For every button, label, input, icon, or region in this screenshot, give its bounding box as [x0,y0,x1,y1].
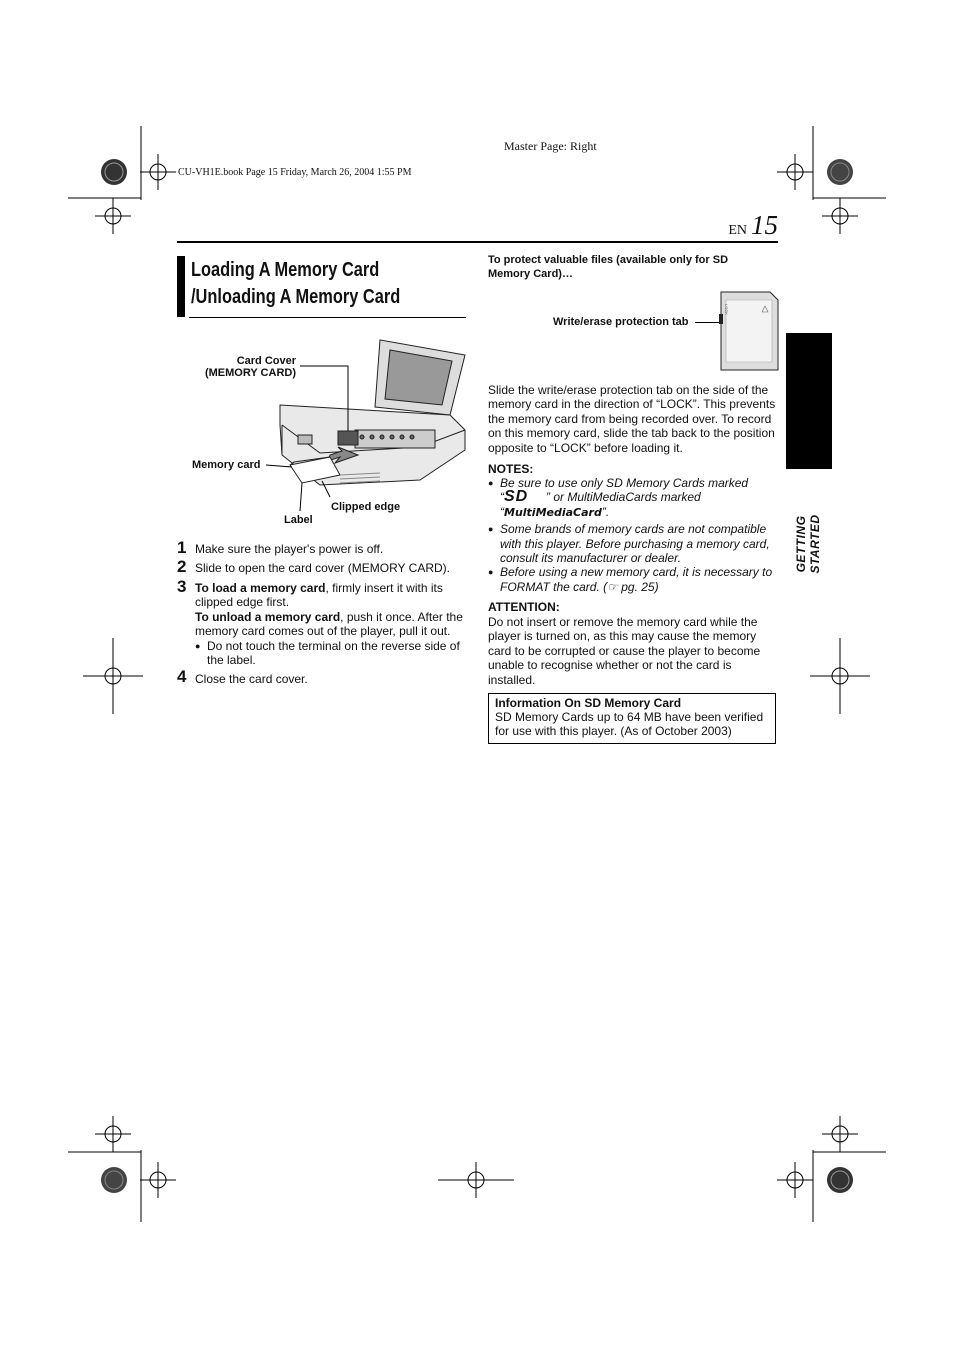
step-3-text [195,581,470,667]
attention-heading: ATTENTION: [488,600,560,614]
page-number: 15 [751,210,778,240]
step-3-unload-bold: To unload a memory card [195,609,341,624]
page-title [191,257,400,311]
sd-logo: SD [504,488,529,506]
master-page-label: Master Page: Right [504,139,597,153]
sd-card-illustration [718,290,780,372]
title-line-1: Loading A Memory Card [191,259,380,281]
note-item-3: ● Before using a new memory card, it is necessary to FORMAT the card. (☞ pg. 25) [488,565,778,594]
notes-list [488,476,778,594]
attention-text: Do not insert or remove the memory card while the player is turned on, as this may cause the memory card to be corrupted or cause the player to become unable to recognise whether or not the card is installed. [488,615,761,687]
step-2-text: Slide to open the card cover (MEMORY CARD). [195,561,450,575]
protect-tab-leader [695,322,720,323]
page-lang: EN [728,223,747,238]
card-cover-sub: (MEMORY CARD) [204,367,296,379]
note-item-1: ● Be sure to use only SD Memory Cards marked “SD ” or MultiMediaCards marked “MultiMediaCard”. [488,476,778,520]
info-box-text: SD Memory Cards up to 64 MB have been verified for use with this player. (As of October 2003) [495,710,764,739]
step-4-number: 4 [177,667,187,686]
card-cover-title: Card Cover [236,355,296,367]
info-box-title: Information On SD Memory Card [495,696,682,710]
step-3-unload [195,610,470,639]
step-4-text: Close the card cover. [195,672,308,686]
protect-paragraph: Slide the write/erase protection tab on the side of the memory card in the direction of “LOCK”. This prevents the memory card from being recorded over. To record on this memory card, slide the tab back to the position opposite to “LOCK” before loading it. [488,383,776,455]
protect-tab-label: Write/erase protection tab [553,316,689,328]
note-1-text-a: Be sure to use only SD Memory Cards marked [500,476,749,490]
page-number-block [718,210,778,241]
protect-heading: To protect valuable files (available only for SD Memory Card)… [488,254,729,280]
step-3-unload-rest: , push it once. After the memory card comes out of the player, pull it out. [195,609,463,639]
section-tab-block [786,333,832,469]
step-3-bullet: ● Do not touch the terminal on the reverse side of the label. [195,639,470,668]
step-2-number: 2 [177,557,187,576]
step-3-load [195,581,470,610]
step-3-number: 3 [177,577,187,596]
info-box [488,693,776,744]
mmc-logo: MultiMediaCard [504,505,602,519]
step-1-text: Make sure the player's power is off. [195,542,384,556]
memory-card-label: Memory card [192,459,261,471]
card-cover-label [200,355,296,379]
book-info: CU-VH1E.book Page 15 Friday, March 26, 2004 1:55 PM [178,167,412,178]
step-1-number: 1 [177,538,187,557]
header-rule [177,241,778,243]
notes-heading: NOTES: [488,462,534,476]
section-tab-label: GETTING STARTED [794,514,822,574]
label-label: Label [284,514,313,526]
title-line-2: /Unloading A Memory Card [191,286,401,308]
clipped-edge-label: Clipped edge [331,501,401,513]
note-1-text-b: ” or MultiMediaCards marked [546,490,701,505]
step-3-load-bold: To load a memory card [195,581,326,595]
note-item-2: ● Some brands of memory cards are not compatible with this player. Before purchasing a memory card, consult its manufacturer or dealer. [488,522,778,565]
step-3-load-rest: , firmly insert it with its clipped edge first. [195,581,443,610]
title-bar [177,256,185,317]
title-underline [189,317,466,318]
sd-card-lock-text: LOCK [724,304,729,315]
